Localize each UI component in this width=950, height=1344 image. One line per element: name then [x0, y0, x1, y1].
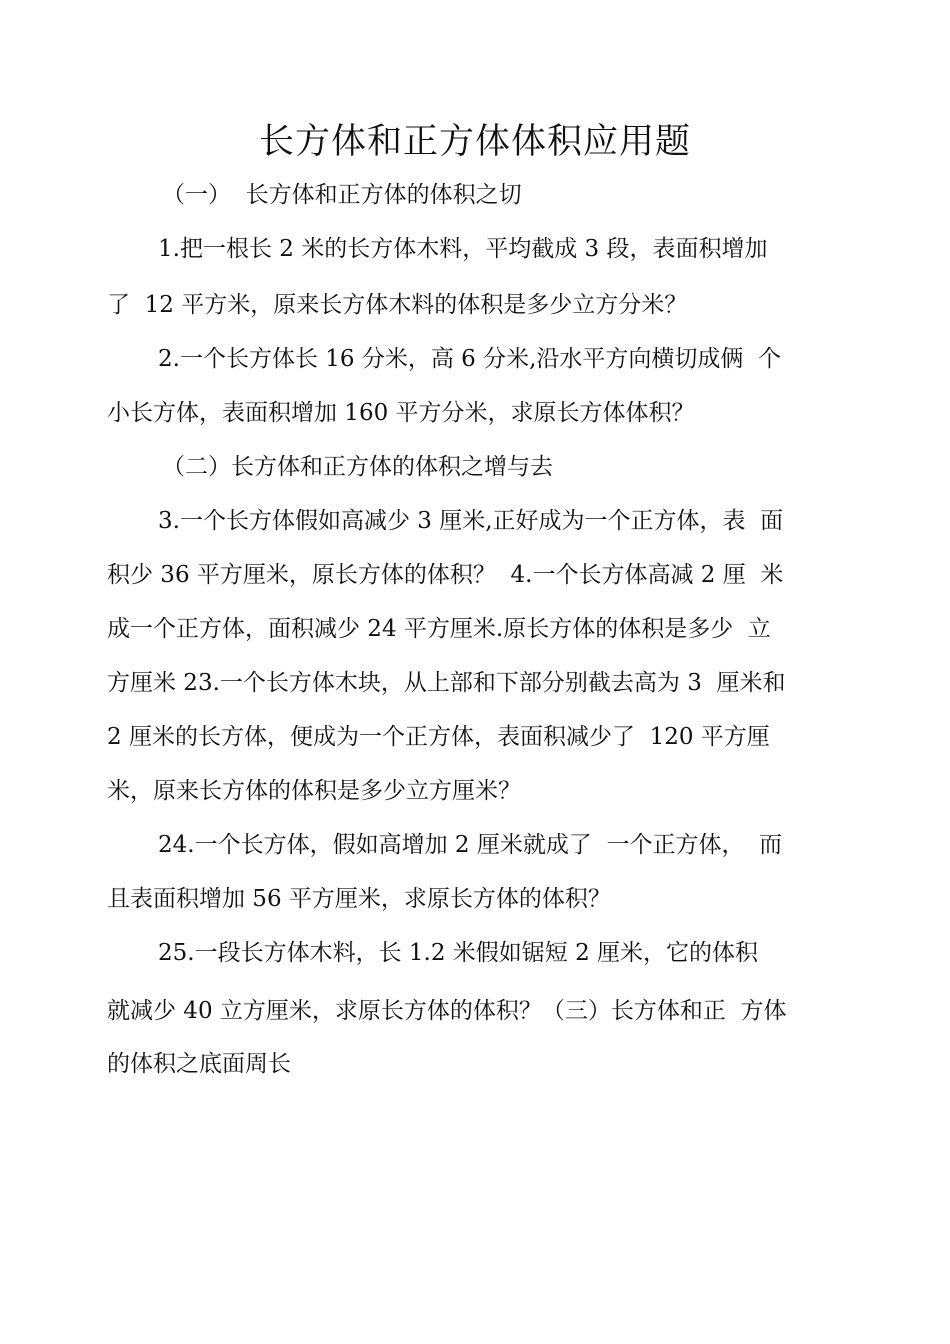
paragraph-line: 成一个正方体，面积减少 24 平方厘米.原长方体的体积是多少 立: [107, 616, 771, 642]
paragraph-line: 2.一个长方体长 16 分米，高 6 分米,沿水平方向横切成俩 个: [158, 346, 782, 372]
paragraph-line: 小长方体，表面积增加 160 平方分米，求原长方体体积？: [107, 400, 695, 426]
paragraph-line: 积少 36 平方厘米，原长方体的体积？ 4.一个长方体高减 2 厘 米: [107, 562, 784, 588]
paragraph-line: 了 12 平方米，原来长方体木料的体积是多少立方分米？: [107, 292, 688, 318]
paragraph-line: 24.一个长方体，假如高增加 2 厘米就成了 一个正方体， 而: [158, 832, 783, 858]
paragraph-line: 的体积之底面周长: [107, 1051, 291, 1077]
document-title: 长方体和正方体体积应用题: [258, 122, 691, 162]
paragraph-line: 方厘米 23.一个长方体木块，从上部和下部分别截去高为 3 厘米和: [107, 670, 786, 696]
paragraph-line: 1.把一根长 2 米的长方体木料，平均截成 3 段，表面积增加: [158, 236, 768, 262]
section-heading-1: （一） 长方体和正方体的体积之切: [162, 182, 522, 208]
paragraph-line: 2 厘米的长方体，便成为一个正方体，表面积减少了 120 平方厘: [107, 724, 770, 750]
section-heading-2: （二）长方体和正方体的体积之增与去: [162, 454, 553, 480]
paragraph-line: 25.一段长方体木料，长 1.2 米假如锯短 2 厘米，它的体积: [158, 940, 759, 966]
paragraph-line: 3.一个长方体假如高减少 3 厘米,正好成为一个正方体，表 面: [158, 508, 784, 534]
paragraph-line: 且表面积增加 56 平方厘米，求原长方体的体积？: [107, 886, 611, 912]
paragraph-line: 就减少 40 立方厘米，求原长方体的体积？（三）长方体和正 方体: [107, 998, 787, 1024]
paragraph-line: 米，原来长方体的体积是多少立方厘米？: [107, 778, 521, 804]
